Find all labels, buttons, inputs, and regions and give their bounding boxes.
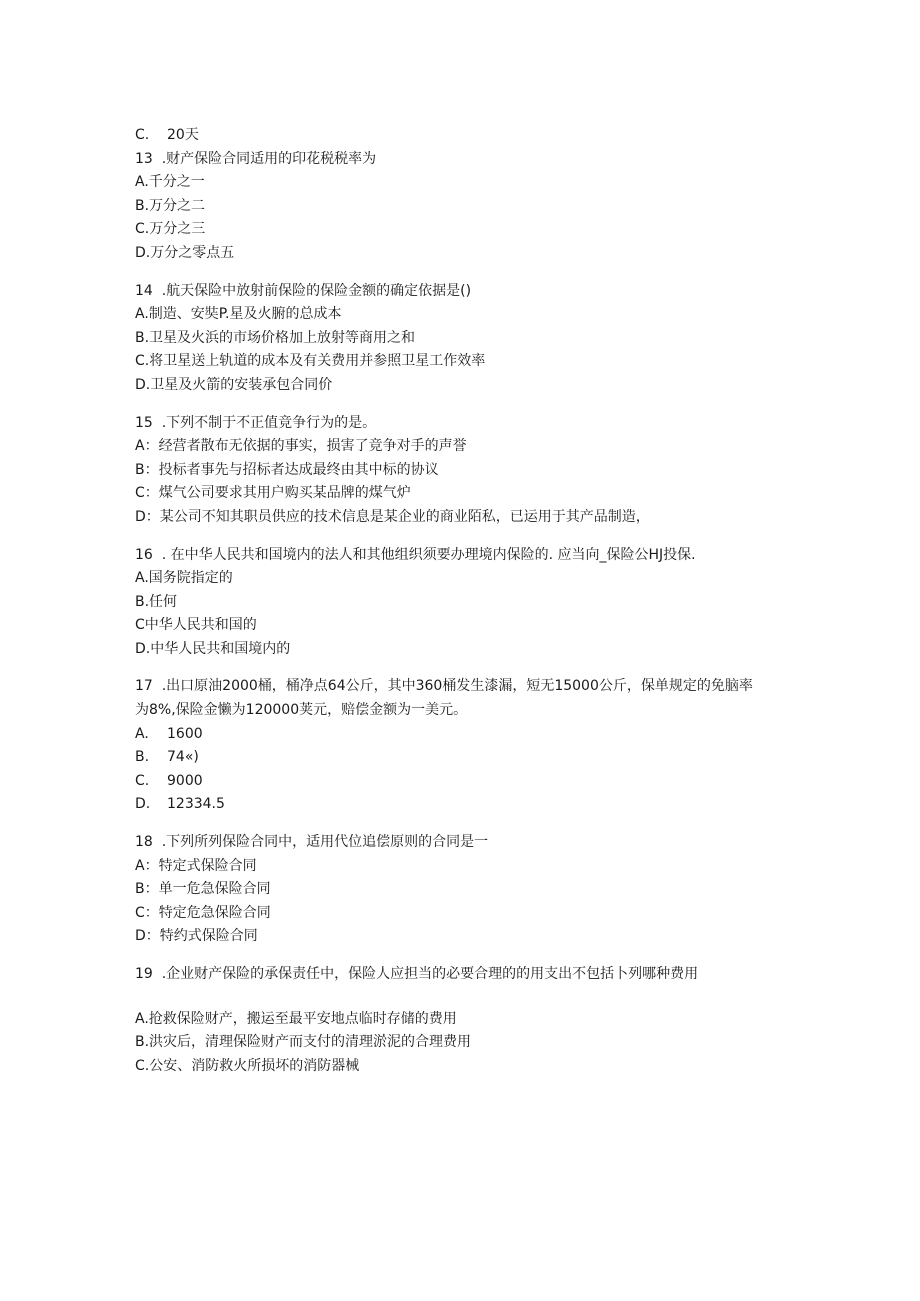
option-line [135,793,835,817]
option-line: A：经营者散布无依据的事实，损害了竞争对手的声誉 [135,438,467,455]
question-17-line-1: 17 .出口原油2000桶，桶净点64公斤，其中360桶发生漆漏，短无15000公斤，保单规定的免脑率 [135,678,753,695]
option-line: B：投标者事先与招标者达成最终由其中标的协议 [135,461,439,478]
option-label: C. [135,127,150,143]
option-text: 1600 [167,725,203,742]
option-label: B. [135,749,150,766]
option-text: 9000 [167,772,203,789]
option-line: B.任何 [135,593,178,610]
option-label: D. [135,796,151,813]
option-label: A. [135,725,149,742]
option-line: C.将卫星送上轨道的成本及有关费用并参照卫星工作效率 [135,353,486,370]
option-line: C.万分之三 [135,221,206,238]
option-line: D：某公司不知其职员供应的技术信息是某企业的商业陌私，已运用于其产品制造， [135,508,650,525]
option-line [135,770,835,794]
option-line: C中华人民共和国的 [135,617,257,634]
question-16: 16 . 在中华人民共和国境内的法人和其他组织须要办理境内保险的. 应当向_保险公HJ投保. [135,546,696,563]
question-13: 13 .财产保险合同适用的印花税税率为 [135,150,377,167]
option-line: B.洪灾后，清理保险财产而支付的清理淤泥的合理费用 [135,1034,472,1051]
option-line: D.中华人民共和国境内的 [135,640,291,657]
option-line: A：特定式保险合同 [135,857,257,874]
option-line: C.公安、消防救火所损坏的消防器械 [135,1057,360,1074]
option-line: B：单一危急保险合同 [135,881,271,898]
option-line [135,124,835,148]
option-line: D.万分之零点五 [135,244,235,261]
question-17-line-2: 为8%,保险金懒为120000荚元，赔偿金额为一美元。 [135,702,468,719]
option-label: C. [135,772,150,789]
option-line: A.制造、安奘P.星及火腑的总成本 [135,306,342,323]
option-line: A.千分之一 [135,174,205,191]
option-text: 20天 [167,127,199,143]
option-text: 12334.5 [167,796,225,813]
option-line: B.万分之二 [135,197,206,214]
option-line: B.卫星及火浜的市场价格加上放射等商用之和 [135,329,416,346]
option-line: D.卫星及火箭的安装承包合同价 [135,376,333,393]
document-page [135,124,835,1078]
option-line: C：煤气公司要求其用户购买某品牌的煤气炉 [135,485,411,502]
option-line: A.国务院指定的 [135,570,233,587]
option-line [135,723,835,747]
question-18: 18 .下列所列保险合同中，适用代位追偿原则的合同是一 [135,834,489,851]
option-line: D：特约式保险合同 [135,928,258,945]
option-line: A.抢救保险财产，搬运至最平安地点临时存储的费用 [135,1010,457,1027]
option-line: C：特定危急保险合同 [135,904,271,921]
question-14: 14 .航天保险中放射前保险的保险金额的确定依据是() [135,282,472,299]
question-19: 19 .企业财产保险的承保责任中，保险人应担当的必要合理的的用支出不包括卜列哪种费用 [135,966,699,982]
option-line [135,746,835,770]
question-15: 15 .下列不制于不正值竞争行为的是。 [135,414,377,431]
option-text: 74«) [167,749,199,766]
